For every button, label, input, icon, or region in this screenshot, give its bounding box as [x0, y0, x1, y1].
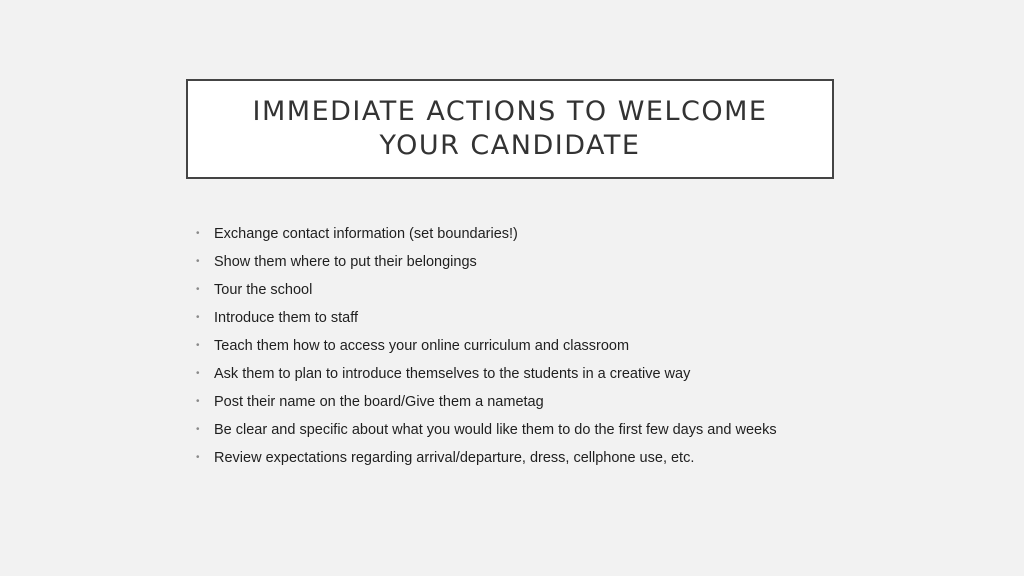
bullet-item [196, 336, 896, 364]
bullet-item [196, 252, 896, 280]
bullet-text: Tour the school [214, 282, 313, 298]
bullet-dot-icon: • [196, 424, 200, 435]
bullet-item [196, 224, 896, 252]
bullet-text: Show them where to put their belongings [214, 254, 477, 270]
slide-title-line-1: IMMEDIATE ACTIONS TO WELCOME [252, 96, 768, 127]
bullet-text: Review expectations regarding arrival/departure, dress, cellphone use, etc. [214, 450, 695, 466]
bullet-item [196, 420, 896, 448]
bullet-text: Introduce them to staff [214, 310, 359, 326]
bullet-text: Be clear and specific about what you would like them to do the first few days and weeks [214, 422, 777, 438]
bullet-dot-icon: • [196, 396, 200, 407]
bullet-text: Teach them how to access your online curriculum and classroom [214, 338, 630, 354]
bullet-dot-icon: • [196, 256, 200, 267]
bullet-item [196, 392, 896, 420]
bullet-text: Exchange contact information (set boundaries!) [214, 226, 518, 242]
bullet-dot-icon: • [196, 340, 200, 351]
bullet-text: Ask them to plan to introduce themselves to the students in a creative way [214, 366, 691, 382]
slide-title-line-2: YOUR CANDIDATE [379, 130, 641, 161]
bullet-item [196, 364, 896, 392]
bullet-dot-icon: • [196, 312, 200, 323]
bullet-item [196, 280, 896, 308]
bullet-list [196, 224, 896, 476]
bullet-dot-icon: • [196, 284, 200, 295]
bullet-dot-icon: • [196, 228, 200, 239]
bullet-text: Post their name on the board/Give them a nametag [214, 394, 544, 410]
title-box [186, 79, 834, 179]
slide-title [253, 95, 768, 163]
bullet-item [196, 448, 896, 476]
bullet-dot-icon: • [196, 368, 200, 379]
bullet-dot-icon: • [196, 452, 200, 463]
bullet-item [196, 308, 896, 336]
